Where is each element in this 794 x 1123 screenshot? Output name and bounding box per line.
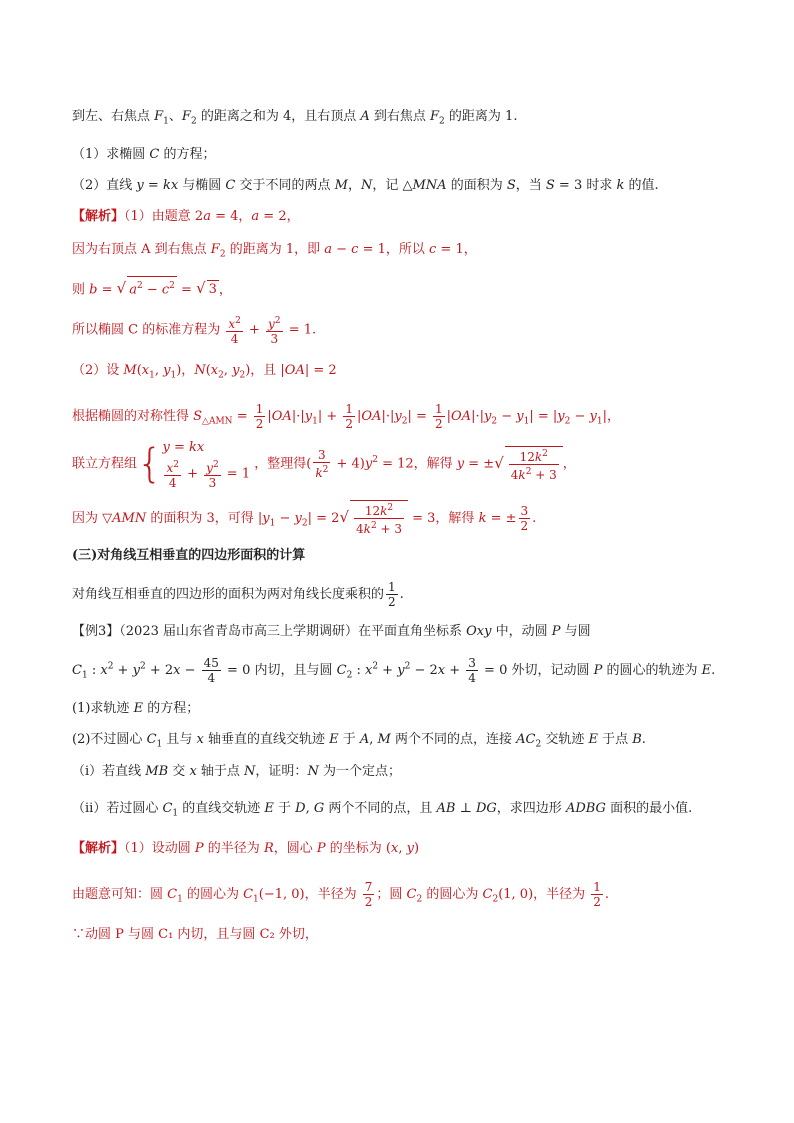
- solution-line: 【解析】（1）由题意 2a = 4，a = 2，: [72, 209, 300, 224]
- solution-line: 由题意可知：圆 $C_1$ 的圆心为 $C_1(-1$, 0)，半径为 $\frac{7}{2}$ ；圆 $C_2$ 的圆心为 $C_2(1$, 0)，半径为 $\frac{1}{2}$ .: [72, 880, 610, 909]
- solution-line: ∵动圆 P 与圆 C₁ 内切，且与圆 C₂ 外切，: [72, 927, 318, 942]
- section-heading: (三)对角线互相垂直的四边形面积的计算: [72, 548, 306, 563]
- solution-line: 则 b = √ $a^2 - c^2$ = √ 3 ，: [72, 276, 732, 299]
- question-2: （2）直线 y = kx 与椭圆 C 交于不同的两点 M，N，记 △MNA 的面积为 S，当 S = 3 时求 k 的值.: [72, 178, 659, 193]
- text-line: 对角线互相垂直的四边形的面积为两对角线长度乘积的 $\frac{1}{2}$ .: [72, 580, 404, 609]
- text-line: (2)不过圆心 $C_1$ 且与 x 轴垂直的直线交轨迹 E 于 A, M 两个不同的点，连接 $AC_2$ 交轨迹 E 于点 B.: [72, 732, 646, 750]
- text-line: $C_1$ : $x^2 + y^2 + 2x$ − $\frac{45}{4}$ = 0 内切，且与圆 $C_2$ : $x^2 + y^2 - 2x$ + $\frac{3}{4}$ = 0 外切，记动圆 P 的圆心的轨迹为 E.: [72, 656, 716, 685]
- solution-label: 【解析】: [72, 209, 125, 224]
- solution-line: （2）设 $M(x_1$, $y_1$)，$N(x_2$, $y_2$)，且 |OA| = 2: [72, 363, 337, 381]
- text-line: （i）若直线 MB 交 x 轴于点 N，证明：N 为一个定点；: [72, 764, 401, 779]
- text-line: (1)求轨迹 E 的方程；: [72, 701, 200, 716]
- solution-line: 所以椭圆 C 的标准方程为 $\frac{x^2}{4}$ + $\frac{y^2}{3}$ = 1.: [72, 316, 317, 346]
- text-segment: 联立方程组: [72, 456, 138, 472]
- question-1: （1）求椭圆 C 的方程；: [72, 147, 216, 162]
- text-line: （ii）若过圆心 $C_1$ 的直线交轨迹 E 于 D, G 两个不同的点，且 AB ⊥ DG，求四边形 ADBG 面积的最小值.: [72, 801, 693, 819]
- solution-line: 联立方程组{ y = kx $\frac{x^2}{4}$ + $\frac{y^2}{3}$ = 1 ，整理得( $\frac{3}{k^2}$ + $4)y^2 = 12$，解得 y = ±√ $\frac{12k^2}{4k^2 + 3}$ ，: [72, 440, 576, 490]
- solution-line: 【解析】（1）设动圆 P 的半径为 R，圆心 P 的坐标为 (x, y): [72, 841, 420, 856]
- solution-label: 【解析】: [72, 841, 125, 856]
- solution-line: 因为右顶点 A 到右焦点 $F_2$ 的距离为 1，即 a − c = 1，所以 c = 1，: [72, 242, 477, 260]
- text-segment: 对角线互相垂直的四边形的面积为两对角线长度乘积的: [72, 587, 385, 602]
- text-segment: 所以椭圆 C 的标准方程为: [72, 322, 221, 338]
- solution-line: 根据椭圆的对称性得 $S_{\triangle AMN}$ = $\frac{1}{2}$ $|OA|\cdot|y_1|$ + $\frac{1}{2}$ $|OA|\cdot|y_2|$ = $\frac{1}{2}$ $|OA|\cdot|y_2 - y_1| = |y_2 - y_1|$，: [72, 402, 620, 431]
- text-line: 到左、右焦点 $F_1$、$F_2$ 的距离之和为 4，且右顶点 A 到右焦点 $F_2$ 的距离为 1.: [72, 109, 518, 127]
- solution-line: 因为 ▽AMN 的面积为 3，可得 $|y_1 - y_2| = 2√$ $\frac{12k^2}{4k^2 + 3}$ = 3，解得 k = ± $\frac{3}{2}$ .: [72, 500, 732, 536]
- example-header: 【例3】（2023 届山东省青岛市高三上学期调研）在平面直角坐标系 Oxy 中，动圆 P 与圆: [72, 624, 591, 639]
